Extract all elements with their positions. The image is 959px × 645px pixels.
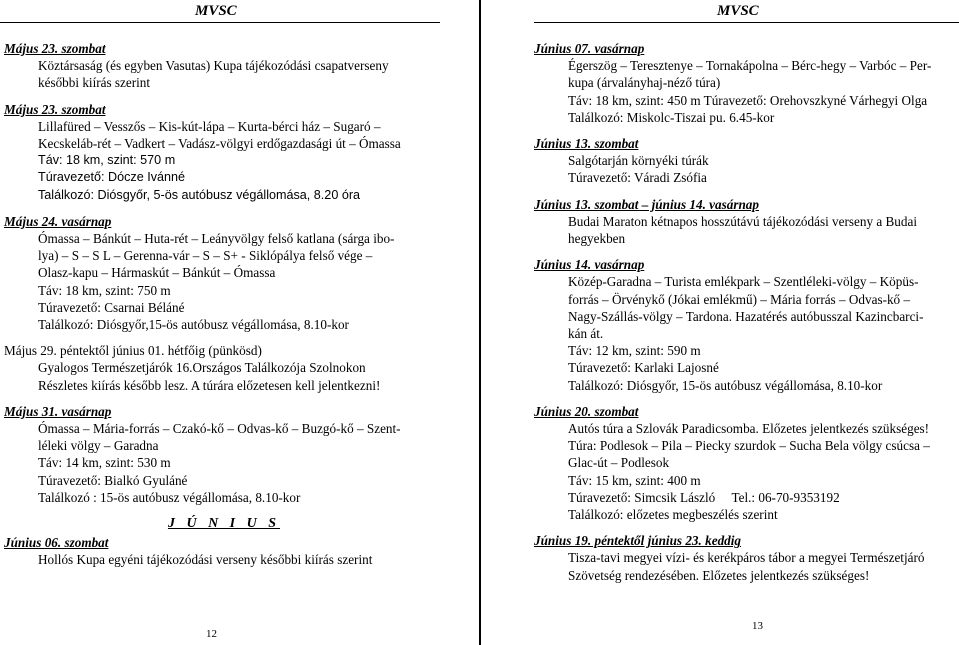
event-entry bbox=[4, 342, 424, 394]
event-line: forrás – Örvénykő (Jókai emlékmű) – Mária forrás – Odvas-kő – bbox=[568, 291, 911, 307]
right-header-title: MVSC bbox=[717, 3, 759, 19]
event-date: Május 24. vasárnap bbox=[4, 213, 112, 229]
left-header-title: MVSC bbox=[195, 3, 237, 19]
event-line: Túravezető: Simcsik László Tel.: 06-70-9353192 bbox=[568, 489, 840, 505]
event-line: Lillafüred – Vesszős – Kis-kút-lápa – Kurta-bérci ház – Sugaró – bbox=[38, 118, 381, 134]
event-line: kupa (árvalányhaj-néző túra) bbox=[568, 75, 721, 91]
event-line: Táv: 18 km, szint: 570 m bbox=[38, 153, 176, 168]
event-date: Május 31. vasárnap bbox=[4, 403, 112, 419]
event-entry bbox=[4, 40, 424, 92]
event-line: Szövetség rendezésében. Előzetes jelentkezés szükséges! bbox=[568, 567, 870, 583]
event-entry bbox=[4, 213, 424, 333]
left-content bbox=[4, 40, 424, 578]
event-line: Találkozó: előzetes megbeszélés szerint bbox=[568, 507, 778, 523]
event-line: Táv: 15 km, szint: 400 m bbox=[568, 472, 701, 488]
left-page bbox=[0, 0, 478, 645]
page-number: 13 bbox=[752, 620, 763, 632]
event-line: Salgótarján környéki túrák bbox=[568, 153, 709, 169]
event-entry bbox=[534, 40, 954, 126]
event-entry bbox=[534, 256, 954, 394]
event-line: Hollós Kupa egyéni tájékozódási verseny későbbi kiírás szerint bbox=[38, 552, 373, 568]
event-line: Találkozó: Diósgyőr, 5-ös autóbusz végállomása, 8.20 óra bbox=[38, 187, 361, 202]
event-line: lya) – S – S L – Gerenna-vár – S – S+ - Siklópálya felső vége – bbox=[38, 248, 373, 264]
event-line: Táv: 18 km, szint: 450 m Túravezető: Orehovszkyné Várhegyi Olga bbox=[568, 92, 928, 108]
event-line: Autós túra a Szlovák Paradicsomba. Előzetes jelentkezés szükséges! bbox=[568, 421, 930, 437]
month-title: J Ú N I U S bbox=[167, 516, 281, 532]
event-line: Találkozó: Diósgyőr, 15-ös autóbusz végállomása, 8.10-kor bbox=[568, 377, 883, 393]
right-page bbox=[481, 0, 959, 645]
event-line: Találkozó: Diósgyőr,15-ös autóbusz végállomása, 8.10-kor bbox=[38, 317, 349, 333]
event-line: Túravezető: Karlaki Lajosné bbox=[568, 360, 719, 376]
event-line: Nagy-Szállás-völgy – Tardona. Hazatérés autóbusszal Kazincbarci- bbox=[568, 308, 924, 324]
event-line: Túravezető: Dócze Ivánné bbox=[38, 170, 186, 185]
event-line: Túra: Podlesok – Pila – Piecky szurdok – Sucha Bela völgy csúcsa – bbox=[568, 438, 930, 454]
right-header-rule bbox=[534, 22, 959, 23]
event-line: kán át. bbox=[568, 326, 604, 342]
event-entry bbox=[4, 515, 424, 569]
event-entry bbox=[534, 532, 954, 584]
event-line: Ómassa – Bánkút – Huta-rét – Leányvölgy felső katlana (sárga ibo- bbox=[38, 231, 395, 247]
event-date: Május 23. szombat bbox=[4, 41, 106, 56]
event-line: Táv: 12 km, szint: 590 m bbox=[568, 343, 701, 359]
event-entry bbox=[4, 403, 424, 506]
event-line: Olasz-kapu – Hármaskút – Bánkút – Ómassa bbox=[38, 265, 276, 281]
event-line: Túravezető: Csarnai Béláné bbox=[38, 299, 185, 315]
event-line: Köztársaság (és egyben Vasutas) Kupa tájékozódási csapatverseny bbox=[38, 58, 389, 74]
event-date: Június 07. vasárnap bbox=[534, 41, 645, 56]
event-line: Túravezető: Váradi Zsófia bbox=[568, 170, 707, 186]
event-line: későbbi kiírás szerint bbox=[38, 75, 151, 91]
event-line: Táv: 14 km, szint: 530 m bbox=[38, 455, 171, 471]
event-line: Budai Maraton kétnapos hosszútávú tájékozódási verseny a Budai bbox=[568, 213, 918, 229]
event-line: Égerszög – Teresztenye – Tornakápolna – Bérc-hegy – Varbóc – Per- bbox=[568, 58, 932, 74]
event-line: Találkozó : 15-ös autóbusz végállomása, 8.10-kor bbox=[38, 489, 301, 505]
event-line: hegyekben bbox=[568, 231, 626, 247]
event-line: Ómassa – Mária-forrás – Czakó-kő – Odvas-kő – Buzgó-kő – Szent- bbox=[38, 421, 401, 437]
event-line: Gyalogos Természetjárók 16.Országos Találkozója Szolnokon bbox=[38, 360, 366, 376]
event-entry bbox=[534, 403, 954, 523]
event-line: léleki völgy – Garadna bbox=[38, 438, 159, 454]
event-line: Közép-Garadna – Turista emlékpark – Szentléleki-völgy – Köpüs- bbox=[568, 274, 919, 290]
event-entry bbox=[4, 101, 424, 204]
event-line: Glac-út – Podlesok bbox=[568, 455, 670, 471]
page-number: 12 bbox=[206, 628, 217, 640]
event-date: Június 06. szombat bbox=[4, 535, 109, 551]
event-date: Június 14. vasárnap bbox=[534, 257, 645, 273]
event-line: Tisza-tavi megyei vízi- és kerékpáros tábor a megyei Természetjáró bbox=[568, 550, 925, 566]
event-date: Június 20. szombat bbox=[534, 403, 639, 419]
event-line: Részletes kiírás később lesz. A túrára előzetesen kell jelentkezni! bbox=[38, 377, 381, 393]
event-date: Május 23. szombat bbox=[4, 101, 106, 117]
left-header-rule bbox=[0, 22, 440, 23]
event-date: Június 19. péntektől június 23. keddig bbox=[534, 533, 742, 549]
event-entry bbox=[534, 196, 954, 248]
event-date: Május 29. péntektől június 01. hétfőig (pünkösd) bbox=[4, 343, 262, 359]
event-date: Június 13. szombat – június 14. vasárnap bbox=[534, 196, 759, 212]
event-line: Találkozó: Miskolc-Tiszai pu. 6.45-kor bbox=[568, 109, 775, 125]
event-line: Kecskeláb-rét – Vadkert – Vadász-völgyi erdőgazdasági út – Ómassa bbox=[38, 136, 401, 152]
right-content bbox=[534, 40, 954, 593]
event-line: Túravezető: Bialkó Gyuláné bbox=[38, 472, 188, 488]
event-date: Június 13. szombat bbox=[534, 136, 639, 152]
event-entry bbox=[534, 135, 954, 187]
event-line: Táv: 18 km, szint: 750 m bbox=[38, 282, 171, 298]
